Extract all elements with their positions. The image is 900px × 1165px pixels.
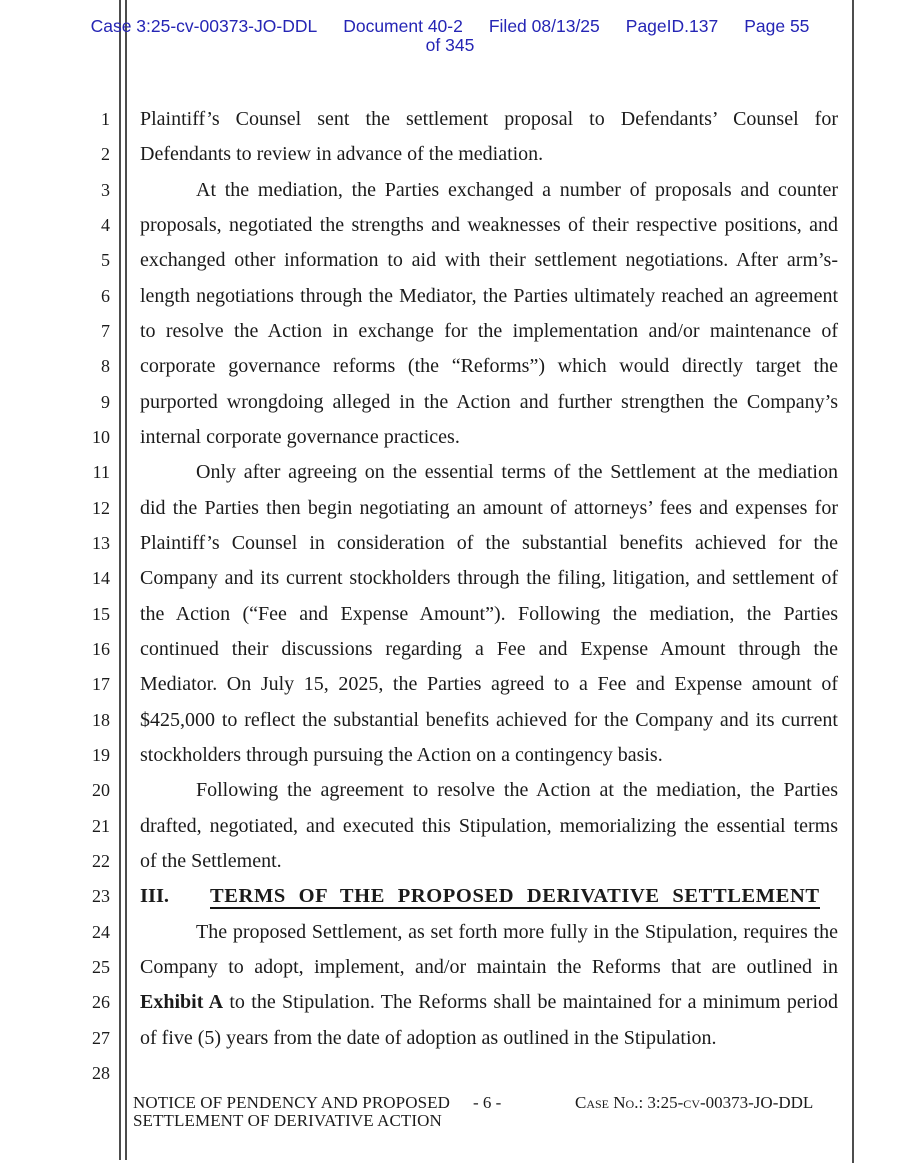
line-number: 5 — [101, 250, 110, 271]
line-number: 14 — [92, 568, 110, 589]
document-line-10 — [0, 420, 900, 455]
line-text — [140, 985, 838, 1020]
footer-title-line2: SETTLEMENT OF DERIVATIVE ACTION — [133, 1110, 442, 1130]
line-number: 17 — [92, 674, 110, 695]
line-number: 15 — [92, 603, 110, 624]
document-line-12 — [0, 491, 900, 526]
document-line-20 — [0, 773, 900, 808]
court-stamp-header — [0, 17, 900, 54]
pleading-body — [0, 102, 900, 1091]
court-stamp-line1 — [0, 17, 900, 36]
document-line-27 — [0, 1021, 900, 1056]
document-line-26 — [0, 985, 900, 1020]
document-line-18 — [0, 703, 900, 738]
document-line-3 — [0, 173, 900, 208]
document-line-16 — [0, 632, 900, 667]
document-line-25 — [0, 950, 900, 985]
line-number: 21 — [92, 815, 110, 836]
document-line-22 — [0, 844, 900, 879]
document-line-4 — [0, 208, 900, 243]
document-line-5 — [0, 243, 900, 278]
line-number: 10 — [92, 426, 110, 447]
line-text: length negotiations through the Mediator, the Parties ultimately reached an agreement — [140, 284, 838, 307]
line-number: 16 — [92, 638, 110, 659]
line-number: 22 — [92, 850, 110, 871]
line-text: Defendants to review in advance of the mediation. — [140, 143, 544, 166]
line-text: Company and its current stockholders through the filing, litigation, and settlement of — [140, 567, 838, 590]
line-text: internal corporate governance practices. — [140, 425, 460, 448]
section-title: TERMS OF THE PROPOSED DERIVATIVE SETTLEMENT — [210, 885, 820, 908]
document-line-14 — [0, 561, 900, 596]
stamp-filed-date: Filed 08/13/25 — [488, 16, 600, 36]
document-line-2 — [0, 137, 900, 172]
line-number: 23 — [92, 886, 110, 907]
line-text: At the mediation, the Parties exchanged a number of proposals and counter — [196, 178, 838, 201]
line-number: 1 — [101, 109, 110, 129]
line-number: 9 — [101, 391, 110, 412]
line-text: proposals, negotiated the strengths and weaknesses of their respective positions, and — [140, 213, 838, 236]
line-number: 7 — [101, 320, 110, 341]
line-number: 6 — [101, 285, 110, 306]
document-line-23 — [0, 879, 900, 914]
footer-document-title — [133, 1094, 450, 1129]
document-line-19 — [0, 738, 900, 773]
document-line-1 — [0, 102, 900, 137]
line-text: of the Settlement. — [140, 849, 282, 872]
document-line-24 — [0, 915, 900, 950]
line-text: Only after agreeing on the essential terms of the Settlement at the mediation — [196, 461, 838, 484]
exhibit-a-reference: Exhibit A — [140, 991, 224, 1014]
stamp-page-number: Page 55 — [744, 16, 810, 36]
line-text: did the Parties then begin negotiating an amount of attorneys’ fees and expenses for — [140, 496, 838, 519]
line-number: 18 — [92, 709, 110, 730]
line-number: 26 — [92, 992, 110, 1013]
line-text: of five (5) years from the date of adoption as outlined in the Stipulation. — [140, 1026, 717, 1049]
line-text: $425,000 to reflect the substantial benefits achieved for the Company and its current — [140, 708, 838, 731]
line-text: Plaintiff’s Counsel in consideration of the substantial benefits achieved for the — [140, 531, 838, 554]
stamp-pageid: PageID.137 — [625, 16, 719, 36]
line-text: to resolve the Action in exchange for the implementation and/or maintenance of — [140, 319, 838, 342]
line-number: 20 — [92, 780, 110, 801]
section-number: III. — [140, 885, 170, 908]
footer-page-number: - 6 - — [473, 1093, 502, 1112]
line-text: Following the agreement to resolve the Action at the mediation, the Parties — [196, 779, 838, 802]
line-text: corporate governance reforms (the “Reforms”) which would directly target the — [140, 355, 838, 378]
line-number: 2 — [101, 144, 110, 165]
line-text: purported wrongdoing alleged in the Action and further strengthen the Company’s — [140, 390, 838, 413]
document-line-13 — [0, 526, 900, 561]
line-text: the Action (“Fee and Expense Amount”). Following the mediation, the Parties — [140, 602, 838, 625]
line-number: 3 — [101, 179, 110, 200]
line-number: 27 — [92, 1027, 110, 1048]
footer-case-number: Case No.: 3:25-cv-00373-JO-DDL — [575, 1093, 814, 1112]
line-number: 24 — [92, 921, 110, 942]
line-number: 12 — [92, 497, 110, 518]
footer-title-line1: NOTICE OF PENDENCY AND PROPOSED — [133, 1093, 451, 1112]
line-text: stockholders through pursuing the Action on a contingency basis. — [140, 743, 663, 766]
line-number: 13 — [92, 532, 110, 553]
document-line-7 — [0, 314, 900, 349]
line-number: 28 — [92, 1062, 110, 1083]
section-heading — [140, 879, 838, 914]
line-number: 19 — [92, 744, 110, 765]
line-text: exchanged other information to aid with their settlement negotiations. After arm’s- — [140, 249, 838, 272]
line-number: 4 — [101, 214, 110, 235]
line-text: Plaintiff’s Counsel sent the settlement proposal to Defendants’ Counsel for — [140, 108, 838, 130]
line-text: continued their discussions regarding a Fee and Expense Amount through the — [140, 637, 838, 660]
stamp-case-number: Case 3:25-cv-00373-JO-DDL — [90, 16, 318, 36]
document-line-11 — [0, 455, 900, 490]
document-line-8 — [0, 349, 900, 384]
document-line-15 — [0, 597, 900, 632]
line-number: 8 — [101, 356, 110, 377]
line-text: drafted, negotiated, and executed this Stipulation, memorializing the essential terms — [140, 814, 838, 837]
line-text: Company to adopt, implement, and/or maintain the Reforms that are outlined in — [140, 955, 838, 978]
line-number: 11 — [92, 462, 110, 483]
document-line-6 — [0, 279, 900, 314]
line-text: The proposed Settlement, as set forth more fully in the Stipulation, requires the — [196, 920, 838, 943]
line-number: 25 — [92, 956, 110, 977]
stamp-document-number: Document 40-2 — [343, 16, 463, 36]
document-line-28 — [0, 1056, 900, 1091]
line-text: Mediator. On July 15, 2025, the Parties agreed to a Fee and Expense amount of — [140, 673, 838, 696]
document-line-9 — [0, 385, 900, 420]
document-line-21 — [0, 809, 900, 844]
stamp-page-of: of 345 — [425, 34, 475, 55]
document-line-17 — [0, 667, 900, 702]
line-text-rest: to the Stipulation. The Reforms shall be maintained for a minimum period — [223, 991, 839, 1014]
